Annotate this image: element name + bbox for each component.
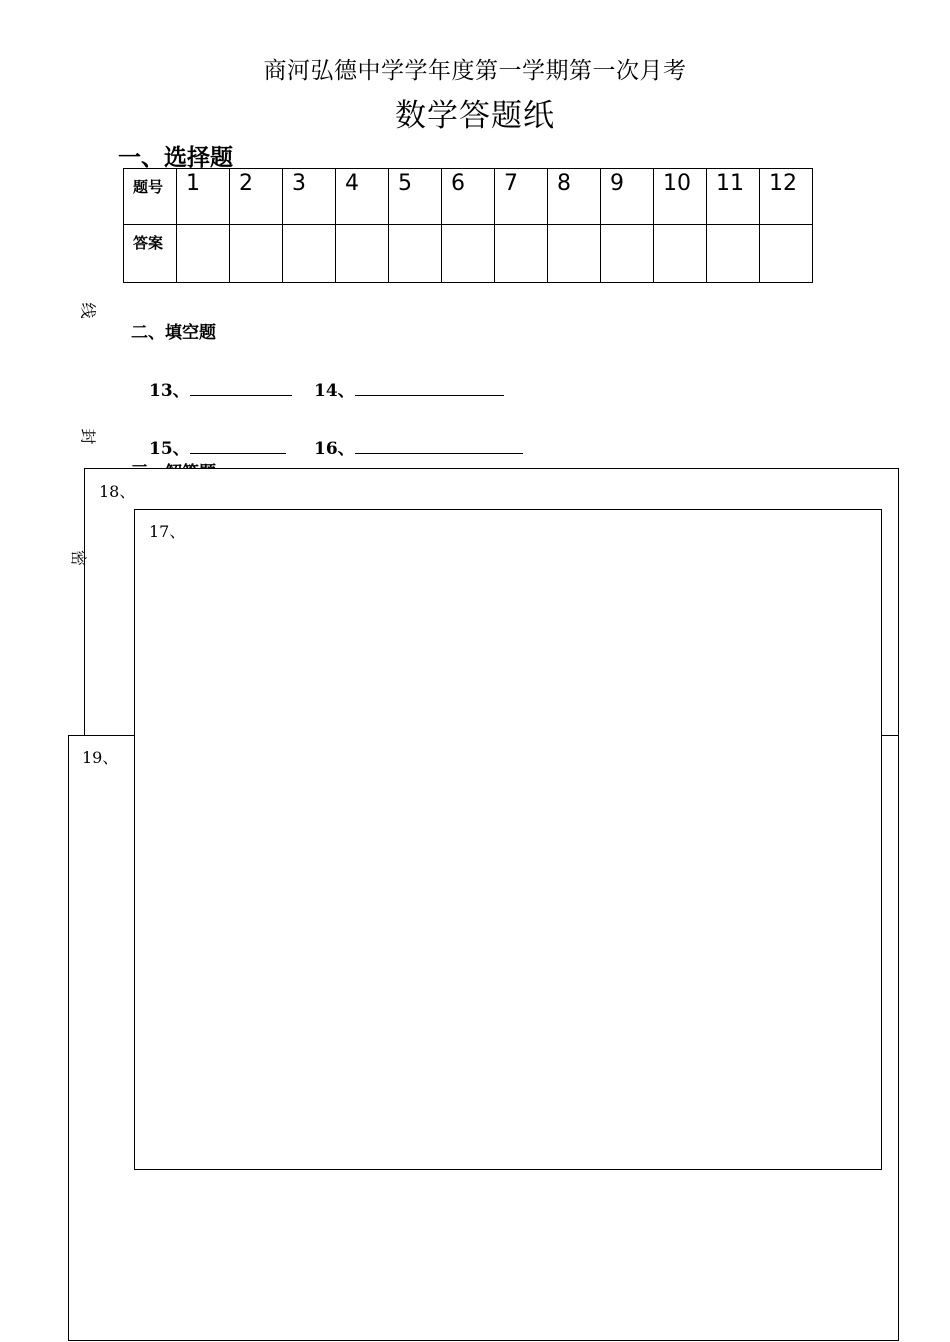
blank-item-13 (149, 376, 292, 401)
answer-cell[interactable] (230, 225, 283, 283)
binding-margin-char-seal-2: 密 (69, 549, 89, 567)
question-number-cell: 12 (760, 169, 813, 225)
question-number-cell: 2 (230, 169, 283, 225)
section-multiple-choice-title: 一、选择题 (118, 145, 233, 171)
question-number-cell: 8 (548, 169, 601, 225)
answer-cell[interactable] (654, 225, 707, 283)
school-exam-title: 商河弘德中学学年度第一学期第一次月考 (263, 58, 687, 84)
answer-blank-line[interactable] (190, 381, 292, 396)
answer-cell[interactable] (389, 225, 442, 283)
blank-number: 15、 (149, 439, 190, 459)
answer-cell[interactable] (495, 225, 548, 283)
question-number-cell: 11 (707, 169, 760, 225)
answer-cell[interactable] (177, 225, 230, 283)
answer-cell[interactable] (601, 225, 654, 283)
blank-number: 16、 (314, 439, 355, 459)
question-label-18: 18、 (99, 482, 136, 501)
answer-blank-line[interactable] (355, 439, 523, 454)
question-number-cell: 4 (336, 169, 389, 225)
answer-blank-line[interactable] (355, 381, 504, 396)
question-label-17: 17、 (149, 522, 186, 541)
question-number-cell: 1 (177, 169, 230, 225)
blank-number: 14、 (314, 381, 355, 401)
answer-cell[interactable] (442, 225, 495, 283)
question-number-cell: 9 (601, 169, 654, 225)
question-number-cell: 7 (495, 169, 548, 225)
answer-cell[interactable] (760, 225, 813, 283)
section-solution-title (131, 458, 251, 468)
question-number-cell: 3 (283, 169, 336, 225)
answer-sheet-title: 数学答题纸 (395, 98, 555, 134)
answer-header: 答案 (124, 225, 177, 283)
answer-cell[interactable] (548, 225, 601, 283)
section-fill-blank-title: 二、填空题 (131, 323, 216, 343)
answer-box-q17[interactable] (134, 509, 882, 1170)
binding-margin-char-line: 线 (78, 302, 98, 319)
answer-row (124, 225, 813, 283)
question-number-cell: 6 (442, 169, 495, 225)
multiple-choice-answer-table (123, 168, 813, 283)
question-label-19: 19、 (82, 748, 119, 767)
blank-item-15 (149, 434, 286, 459)
answer-cell[interactable] (283, 225, 336, 283)
blank-number: 13、 (149, 381, 190, 401)
question-number-row (124, 169, 813, 225)
answer-cell[interactable] (336, 225, 389, 283)
answer-cell[interactable] (707, 225, 760, 283)
answer-blank-line[interactable] (190, 439, 286, 454)
blank-item-16 (314, 434, 523, 459)
blank-item-14 (314, 376, 504, 401)
binding-margin-char-seal: 封 (78, 428, 98, 445)
question-number-cell: 5 (389, 169, 442, 225)
question-number-cell: 10 (654, 169, 707, 225)
question-number-header: 题号 (124, 169, 177, 225)
